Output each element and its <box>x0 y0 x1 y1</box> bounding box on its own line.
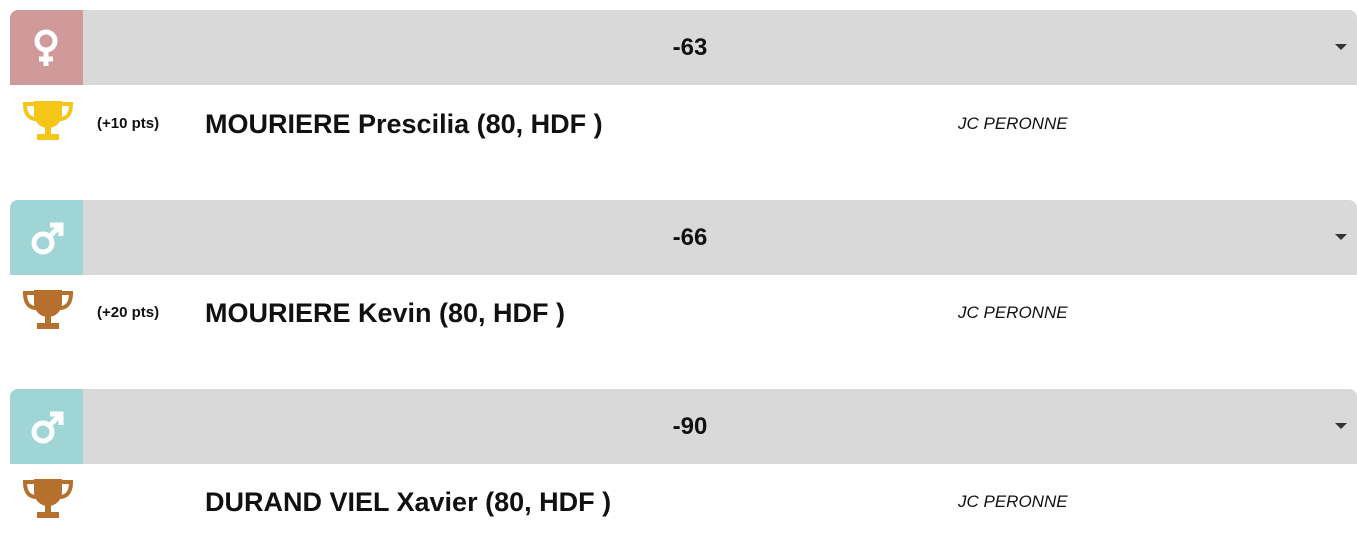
athlete-name: MOURIERE Kevin (80, HDF ) <box>205 298 566 328</box>
male-icon <box>30 218 66 258</box>
category-title: -90 <box>672 413 708 440</box>
result-row <box>0 99 1357 159</box>
category-title: -66 <box>672 224 708 251</box>
result-row <box>0 477 1357 537</box>
club-name: JC PERONNE <box>958 114 1068 133</box>
points-label: (+20 pts) <box>97 304 160 321</box>
chevron-down-icon[interactable] <box>1335 423 1347 429</box>
gender-badge <box>10 10 83 85</box>
athlete-name: DURAND VIEL Xavier (80, HDF ) <box>205 487 612 517</box>
bronze-trophy-icon <box>22 477 74 521</box>
male-icon <box>30 407 66 447</box>
points-label: (+10 pts) <box>97 115 160 132</box>
athlete-name: MOURIERE Prescilia (80, HDF ) <box>205 109 603 139</box>
gender-badge <box>10 200 83 275</box>
gender-badge <box>10 389 83 464</box>
category-title: -63 <box>672 34 708 61</box>
category-panel-90 <box>10 389 1357 464</box>
gold-trophy-icon <box>22 99 74 143</box>
female-icon <box>30 28 62 68</box>
chevron-down-icon[interactable] <box>1335 234 1347 240</box>
chevron-down-icon[interactable] <box>1335 44 1347 50</box>
category-header[interactable] <box>10 10 1357 85</box>
club-name: JC PERONNE <box>958 303 1068 322</box>
result-row <box>0 288 1357 348</box>
bronze-trophy-icon <box>22 288 74 332</box>
club-name: JC PERONNE <box>958 492 1068 511</box>
category-header[interactable] <box>10 389 1357 464</box>
category-header[interactable] <box>10 200 1357 275</box>
category-panel-63 <box>10 10 1357 85</box>
category-panel-66 <box>10 200 1357 275</box>
